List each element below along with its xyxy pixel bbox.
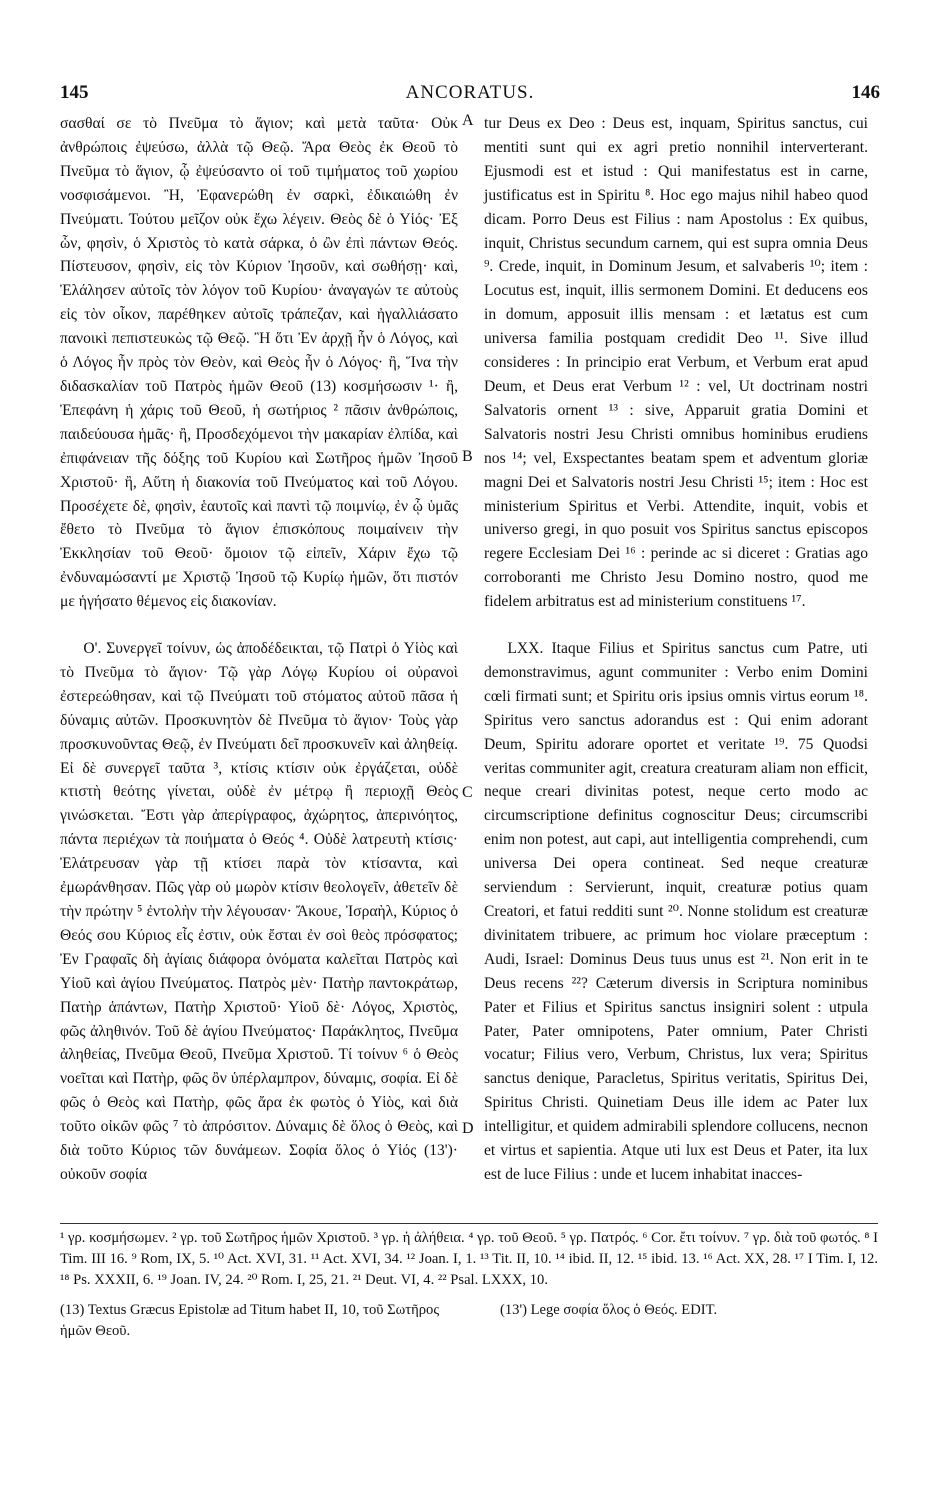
running-header — [60, 82, 880, 108]
footnotes: ¹ γρ. κοσμήσωμεν. ² γρ. τοῦ Σωτῆρος ἡμῶν Χριστοῦ. ³ γρ. ἡ ἀλήθεια. ⁴ γρ. τοῦ Θεοῦ. ⁵ γρ. Πατρός. ⁶ Cor. ἔτι τοίνυν. ⁷ γρ. διὰ τοῦ φωτός. ⁸ I Tim. III 16. ⁹ Rom, IX, 5. ¹⁰ Act. XVI, 31. ¹¹ Act. XVI, 34. ¹² Joan. I, 1. ¹³ Tit. II, 10. ¹⁴ ibid. II, 12. ¹⁵ ibid. 13. ¹⁶ Act. XX, 28. ¹⁷ I Tim. I, 12. ¹⁸ Ps. XXXII, 6. ¹⁹ Joan. IV, 24. ²⁰ Rom. I, 25, 21. ²¹ Deut. VI, 4. ²² Psal. LXXX, 10. — [60, 1230, 878, 1288]
latin-column — [484, 112, 868, 1187]
greek-column — [60, 112, 458, 1187]
running-title: ANCORATUS. — [405, 82, 535, 103]
margin-letter-d: D — [462, 1120, 474, 1137]
margin-letter-a: A — [462, 112, 474, 129]
page-number-right: 146 — [851, 82, 880, 103]
footnote-rule — [60, 1223, 878, 1224]
greek-paragraph: σασθαί σε τὸ Πνεῦμα τὸ ἅγιον; καὶ μετὰ ταῦτα· Οὐκ ἀνθρώποις ἐψεύσω, ἀλλὰ τῷ Θεῷ. Ἄρα Θεὸς ἐκ Θεοῦ τὸ Πνεῦμα τὸ ἅγιον, ᾧ ἐψεύσαντο οἱ τοῦ τιμήματος τοῦ χωρίου νοσφισάμενοι. Ἢ, Ἐφανερώθη ἐν σαρκὶ, ἐδικαιώθη ἐν Πνεύματι. Τούτου μεῖζον οὐκ ἔχω λέγειν. Θεὸς δὲ ὁ Υἱός· Ἐξ ὧν, φησὶν, ὁ Χριστὸς τὸ κατὰ σάρκα, ὁ ὢν ἐπὶ πάντων Θεός. Πίστευσον, φησὶν, εἰς τὸν Κύριον Ἰησοῦν, καὶ σωθήσῃ· καὶ, Ἐλάλησεν αὐτοῖς τὸν λόγον τοῦ Κυρίου· ἀναγαγών τε αὐτοὺς εἰς τὸν οἶκον, παρέθηκεν αὐτοῖς τράπεζαν, καὶ ἠγαλλιάσατο πανοικὶ πεπιστευκὼς τῷ Θεῷ. Ἢ ὅτι Ἐν ἀρχῇ ἦν ὁ Λόγος, καὶ ὁ Λόγος ἦν πρὸς τὸν Θεὸν, καὶ Θεὸς ἦν ὁ Λόγος· ἢ, Ἵνα τὴν διδασκαλίαν τοῦ Πατρὸς ἡμῶν Θεοῦ (13) κοσμήσωσιν ¹· ἢ, Ἐπεφάνη ἡ χάρις τοῦ Θεοῦ, ἡ σωτήριος ² πᾶσιν ἀνθρώποις, παιδεύουσα ἡμᾶς· ἢ, Προσδεχόμενοι τὴν μακαρίαν ἐλπίδα, καὶ ἐπιφάνειαν τῆς δόξης τοῦ Κυρίου καὶ Σωτῆρος ἡμῶν Ἰησοῦ Χριστοῦ· ἢ, Αὕτη ἡ διακονία τοῦ Πνεύματος καὶ τοῦ Λόγου. Προσέχετε δὲ, φησὶν, ἑαυτοῖς καὶ παντὶ τῷ ποιμνίῳ, ἐν ᾧ ὑμᾶς ἔθετο τὸ Πνεῦμα τὸ ἅγιον ἐπισκόπους ποιμαίνειν τὴν Ἐκκλησίαν τοῦ Θεοῦ· ὅμοιον τῷ εἰπεῖν, Χάριν ἔχω τῷ ἐνδυναμώσαντί με Χριστῷ Ἰησοῦ τῷ Κυρίῳ ἡμῶν, ὅτι πιστόν με ἡγήσατο θέμενος εἰς διακονίαν. — [60, 115, 458, 611]
latin-paragraph: LXX. Itaque Filius et Spiritus sanctus cum Patre, uti demonstravimus, agunt communiter : Verbo enim Domini cœli firmati sunt; et Spiritu oris ipsius omnis virtus eorum ¹⁸. Spiritus vero sanctus adorandus est : Qui enim adorant Deum, Spiritu adorare oportet et veritate ¹⁹. 75 Quodsi veritas communiter agit, creatura creaturam aliam non efficit, neque creari divinitas potest, neque certo modo ac circumscriptione definitus cognoscitur Deus; circumscribi enim non potest, aut capi, aut intelligentia comprehendi, cum universa Dei opera contineat. Sed neque creaturæ serviendum : Servierunt, inquit, creaturæ potius quam Creatori, et fatui redditi sunt ²⁰. Nonne stolidum est creaturæ divinitatem tribuere, ac primum hoc violare præceptum : Audi, Israel: Dominus Deus tuus unus est ²¹. Non erit in te Deus recens ²²? Cæterum diversis in Scriptura nominibus Pater et Filius et Spiritus sanctus insigniri solent : utpula Pater, Pater omnipotens, Pater omnium, Pater Christi vocatur; Filius vero, Verbum, Christus, lux vera; Spiritus sanctus denique, Paracletus, Spiritus veritatis, Spiritus Dei, Spiritus Christi. Quinetiam Deus ille idem ac Pater lux intelligitur, et quidem admirabili splendore collucens, necnon et virtus et sapientia. Atque uti lux est Deus et Pater, ita lux est de luce Filius : unde et lucem inhabitat inacces- — [484, 640, 868, 1183]
latin-paragraph: tur Deus ex Deo : Deus est, inquam, Spiritus sanctus, cui mentiti sunt qui ex agri pretio nonnihil interverterant. Ejusmodi est et istud : Qui manifestatus est in carne, justificatus est in Spiritu ⁸. Hoc ego majus nihil habeo quod dicam. Porro Deus est Filius : nam Apostolus : Ex quibus, inquit, Christus secundum carnem, qui est supra omnia Deus ⁹. Crede, inquit, in Dominum Jesum, et salvaberis ¹⁰; item : Locutus est, inquit, illis sermonem Domini. Et deducens eos in domum, apposuit illis mensam : et lætatus est cum universa familia postquam credidit Deo ¹¹. Sive illud consideres : In principio erat Verbum, et Verbum erat apud Deum, et Deus erat Verbum ¹² : vel, Ut doctrinam nostri Salvatoris ornent ¹³ : sive, Apparuit gratia Domini et Salvatoris nostri Jesu Christi omnibus hominibus erudiens nos ¹⁴; vel, Exspectantes beatam spem et adventum gloriæ magni Dei et Salvatoris nostri Jesu Christi ¹⁵; item : Hoc est ministerium Spiritus et Verbi. Attendite, inquit, vobis et universo gregi, in quo posuit vos Spiritus sanctus episcopos regere Ecclesiam Dei ¹⁶ : perinde ac si diceret : Gratias ago corroboranti me Christo Jesu Domino nostro, quod me fidelem arbitratus est ad ministerium constituens ¹⁷. — [484, 115, 868, 611]
editor-note-right: (13') Lege σοφία ὅλος ὁ Θεός. EDIT. — [500, 1302, 718, 1318]
greek-paragraph: Ο'. Συνεργεῖ τοίνυν, ὡς ἀποδέδεικται, τῷ Πατρὶ ὁ Υἱὸς καὶ τὸ Πνεῦμα τὸ ἅγιον· Τῷ γὰρ Λόγῳ Κυρίου οἱ οὐρανοὶ ἐστερεώθησαν, καὶ τῷ Πνεύματι τοῦ στόματος αὐτοῦ πᾶσα ἡ δύναμις αὐτῶν. Προσκυνητὸν δὲ Πνεῦμα τὸ ἅγιον· Τοὺς γὰρ προσκυνοῦντας Θεῷ, ἐν Πνεύματι δεῖ προσκυνεῖν καὶ ἀληθείᾳ. Εἰ δὲ συνεργεῖ ταῦτα ³, κτίσις κτίσιν οὐκ ἐργάζεται, οὐδὲ κτιστὴ θεότης γίνεται, οὐδὲ ἐν μέτρῳ ἢ περιοχῇ Θεὸς γινώσκεται. Ἔστι γὰρ ἀπερίγραφος, ἀχώρητος, ἀπερινόητος, πάντα περιέχων τὰ ποιήματα ὁ Θεός ⁴. Οὐδὲ λατρευτὴ κτίσις· Ἐλάτρευσαν γὰρ τῇ κτίσει παρὰ τὸν κτίσαντα, καὶ ἐμωράνθησαν. Πῶς γὰρ οὐ μωρὸν κτίσιν θεολογεῖν, ἀθετεῖν δὲ τὴν πρώτην ⁵ ἐντολὴν τὴν λέγουσαν· Ἄκουε, Ἰσραὴλ, Κύριος ὁ Θεός σου Κύριος εἷς ἐστιν, οὐκ ἔσται ἐν σοὶ θεὸς πρόσφατος; Ἐν Γραφαῖς δὴ ἁγίαις διάφορα ὀνόματα καλεῖται Πατρὸς καὶ Υἱοῦ καὶ ἁγίου Πνεύματος. Πατρὸς μὲν· Πατὴρ παντοκράτωρ, Πατὴρ ἁπάντων, Πατὴρ Χριστοῦ· Υἱοῦ δὲ· Λόγος, Χριστὸς, φῶς ἀληθινόν. Τοῦ δὲ ἁγίου Πνεύματος· Παράκλητος, Πνεῦμα ἀληθείας, Πνεῦμα Θεοῦ, Πνεῦμα Χριστοῦ. Τί τοίνυν ⁶ ὁ Θεὸς νοεῖται καὶ Πατὴρ, φῶς ὂν ὑπέρλαμπρον, δύναμις, σοφία. Εἰ δὲ φῶς ὁ Θεὸς καὶ Πατὴρ, φῶς ἄρα ἐκ φωτὸς ὁ Υἱὸς, καὶ διὰ τοῦτο οἰκῶν φῶς ⁷ τὸ ἀπρόσιτον. Δύναμις δὲ ὅλος ὁ Θεὸς, καὶ διὰ τοῦτο Κύριος τῶν δυνάμεων. Σοφία ὅλος ὁ Υἱός (13')· οὐκοῦν σοφία — [60, 640, 458, 1183]
page-number-left: 145 — [60, 82, 89, 103]
margin-letter-b: B — [462, 448, 473, 465]
margin-letter-c: C — [462, 784, 473, 801]
editor-note-left: (13) Textus Græcus Epistolæ ad Titum habet II, 10, τοῦ Σωτῆρος ἡμῶν Θεοῦ. — [60, 1302, 440, 1339]
